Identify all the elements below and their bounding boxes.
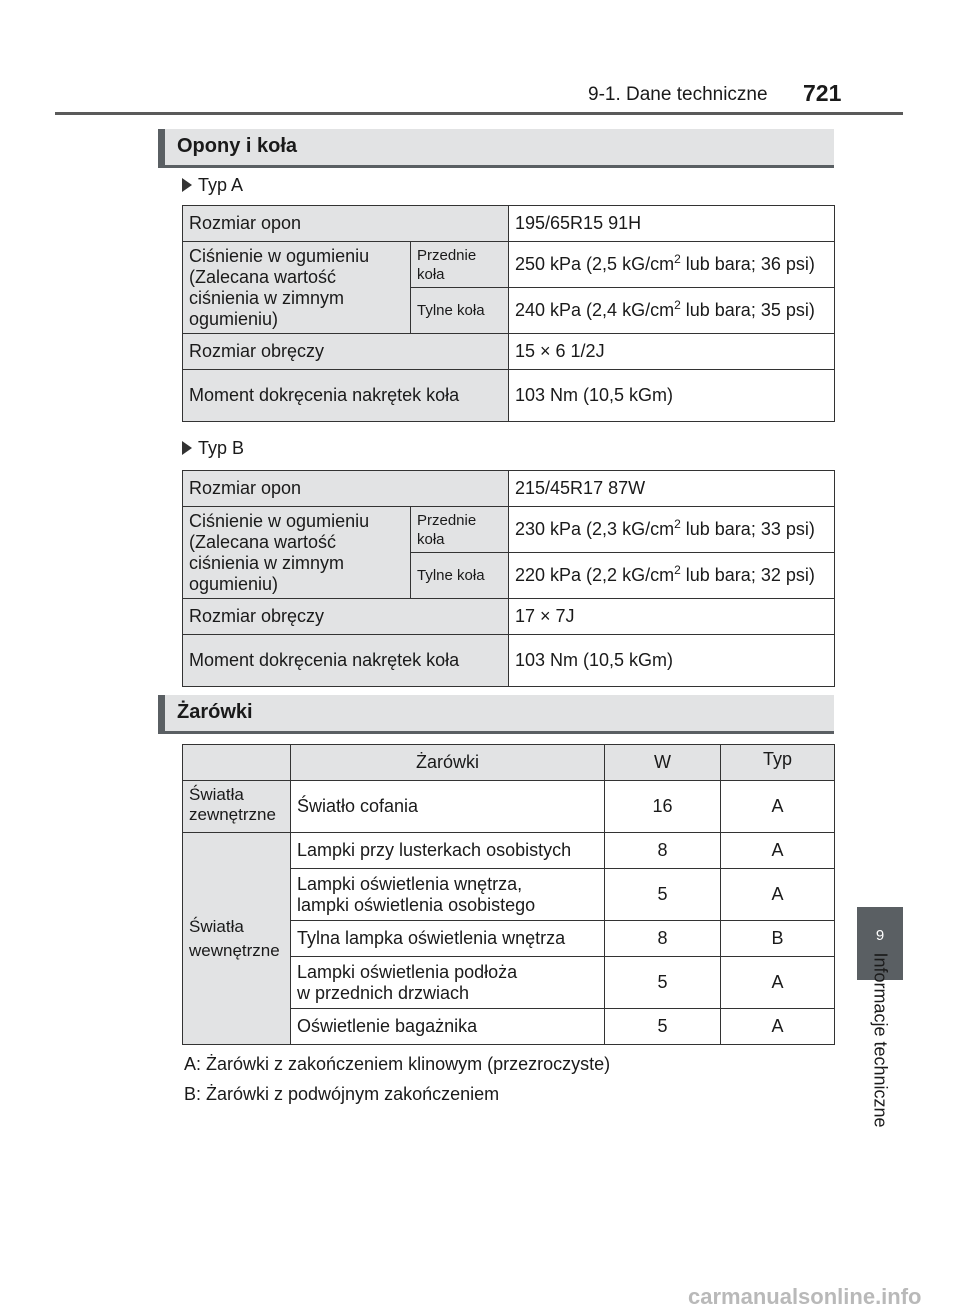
- torque-value: 103 Nm (10,5 kGm): [509, 635, 835, 687]
- section-heading-bulbs: [158, 695, 834, 731]
- bulb-watts: 16: [605, 781, 721, 833]
- rim-size-value: 15 × 6 1/2J: [509, 334, 835, 370]
- torque-label: Moment dokręcenia nakrętek koła: [183, 635, 509, 687]
- torque-label: Moment dokręcenia nakrętek koła: [183, 370, 509, 422]
- bulb-name: Tylna lampka oświetlenia wnętrza: [291, 921, 605, 957]
- tire-table-type-a: [182, 205, 835, 422]
- triangle-bullet-icon: [182, 178, 192, 192]
- bulb-watts: 8: [605, 833, 721, 869]
- bulb-name: Lampki oświetlenia podłoża w przednich drzwiach: [291, 957, 605, 1009]
- column-header: Typ: [721, 745, 835, 781]
- bulb-watts: 5: [605, 1009, 721, 1045]
- section-heading-tires: [158, 129, 834, 165]
- bulb-type: A: [721, 781, 835, 833]
- page-number: 721: [803, 80, 842, 106]
- bulb-type: A: [721, 833, 835, 869]
- note-type-a: A: Żarówki z zakończeniem klinowym (przezroczyste): [184, 1054, 611, 1074]
- column-header: W: [605, 745, 721, 781]
- bulb-watts: 5: [605, 869, 721, 921]
- pressure-label: Ciśnienie w ogumieniu (Zalecana wartość ciśnienia w zimnym ogumieniu): [183, 507, 411, 599]
- bulb-name: Lampki przy lusterkach osobistych: [291, 833, 605, 869]
- rim-size-value: 17 × 7J: [509, 599, 835, 635]
- tire-size-value: 195/65R15 91H: [509, 206, 835, 242]
- section-title: Żarówki: [177, 701, 253, 723]
- bulb-type: A: [721, 869, 835, 921]
- type-b-label: Typ B: [182, 438, 244, 459]
- tire-size-label: Rozmiar opon: [183, 471, 509, 507]
- exterior-lights-label: Światła zewnętrzne: [183, 781, 291, 833]
- front-wheels-label: Przednie koła: [411, 507, 509, 553]
- rim-size-label: Rozmiar obręczy: [183, 334, 509, 370]
- note-type-b: B: Żarówki z podwójnym zakończeniem: [184, 1084, 500, 1104]
- front-pressure-value: 230 kPa (2,3 $kG/cm^2$ lub bara; 33 psi): [509, 507, 835, 553]
- header-title: 9-1. Dane techniczne: [588, 84, 768, 105]
- bulb-type: B: [721, 921, 835, 957]
- bulb-name: Lampki oświetlenia wnętrza, lampki oświetlenia osobistego: [291, 869, 605, 921]
- header-rule: [55, 112, 903, 115]
- chapter-side-label: Informacje techniczne: [870, 952, 891, 1128]
- section-title: Opony i koła: [177, 135, 298, 157]
- rear-pressure-value: 240 kPa (2,4 $kG/cm^2$ lub bara; 35 psi): [509, 288, 835, 334]
- tire-size-value: 215/45R17 87W: [509, 471, 835, 507]
- type-a-label: Typ A: [182, 175, 243, 196]
- bulb-name: Oświetlenie bagażnika: [291, 1009, 605, 1045]
- bulbs-table: [182, 744, 835, 1045]
- rim-size-label: Rozmiar obręczy: [183, 599, 509, 635]
- chapter-number: 9: [875, 927, 885, 944]
- tire-size-label: Rozmiar opon: [183, 206, 509, 242]
- bulb-watts: 5: [605, 957, 721, 1009]
- torque-value: 103 Nm (10,5 kGm): [509, 370, 835, 422]
- front-wheels-label: Przednie koła: [411, 242, 509, 288]
- header-empty-cell: [183, 745, 291, 781]
- pressure-label: Ciśnienie w ogumieniu (Zalecana wartość ciśnienia w zimnym ogumieniu): [183, 242, 411, 334]
- triangle-bullet-icon: [182, 441, 192, 455]
- rear-wheels-label: Tylne koła: [411, 553, 509, 599]
- rear-wheels-label: Tylne koła: [411, 288, 509, 334]
- front-pressure-value: 250 kPa (2,5 $kG/cm^2$ lub bara; 36 psi): [509, 242, 835, 288]
- column-header: Żarówki: [291, 745, 605, 781]
- bulb-type: A: [721, 1009, 835, 1045]
- interior-lights-label: Światła wewnętrzne: [183, 833, 291, 1045]
- bulb-watts: 8: [605, 921, 721, 957]
- bulb-name: Światło cofania: [291, 781, 605, 833]
- bulb-type: A: [721, 957, 835, 1009]
- tire-table-type-b: [182, 470, 835, 687]
- rear-pressure-value: 220 kPa (2,2 $kG/cm^2$ lub bara; 32 psi): [509, 553, 835, 599]
- footer-watermark: carmanualsonline.info: [688, 1284, 922, 1309]
